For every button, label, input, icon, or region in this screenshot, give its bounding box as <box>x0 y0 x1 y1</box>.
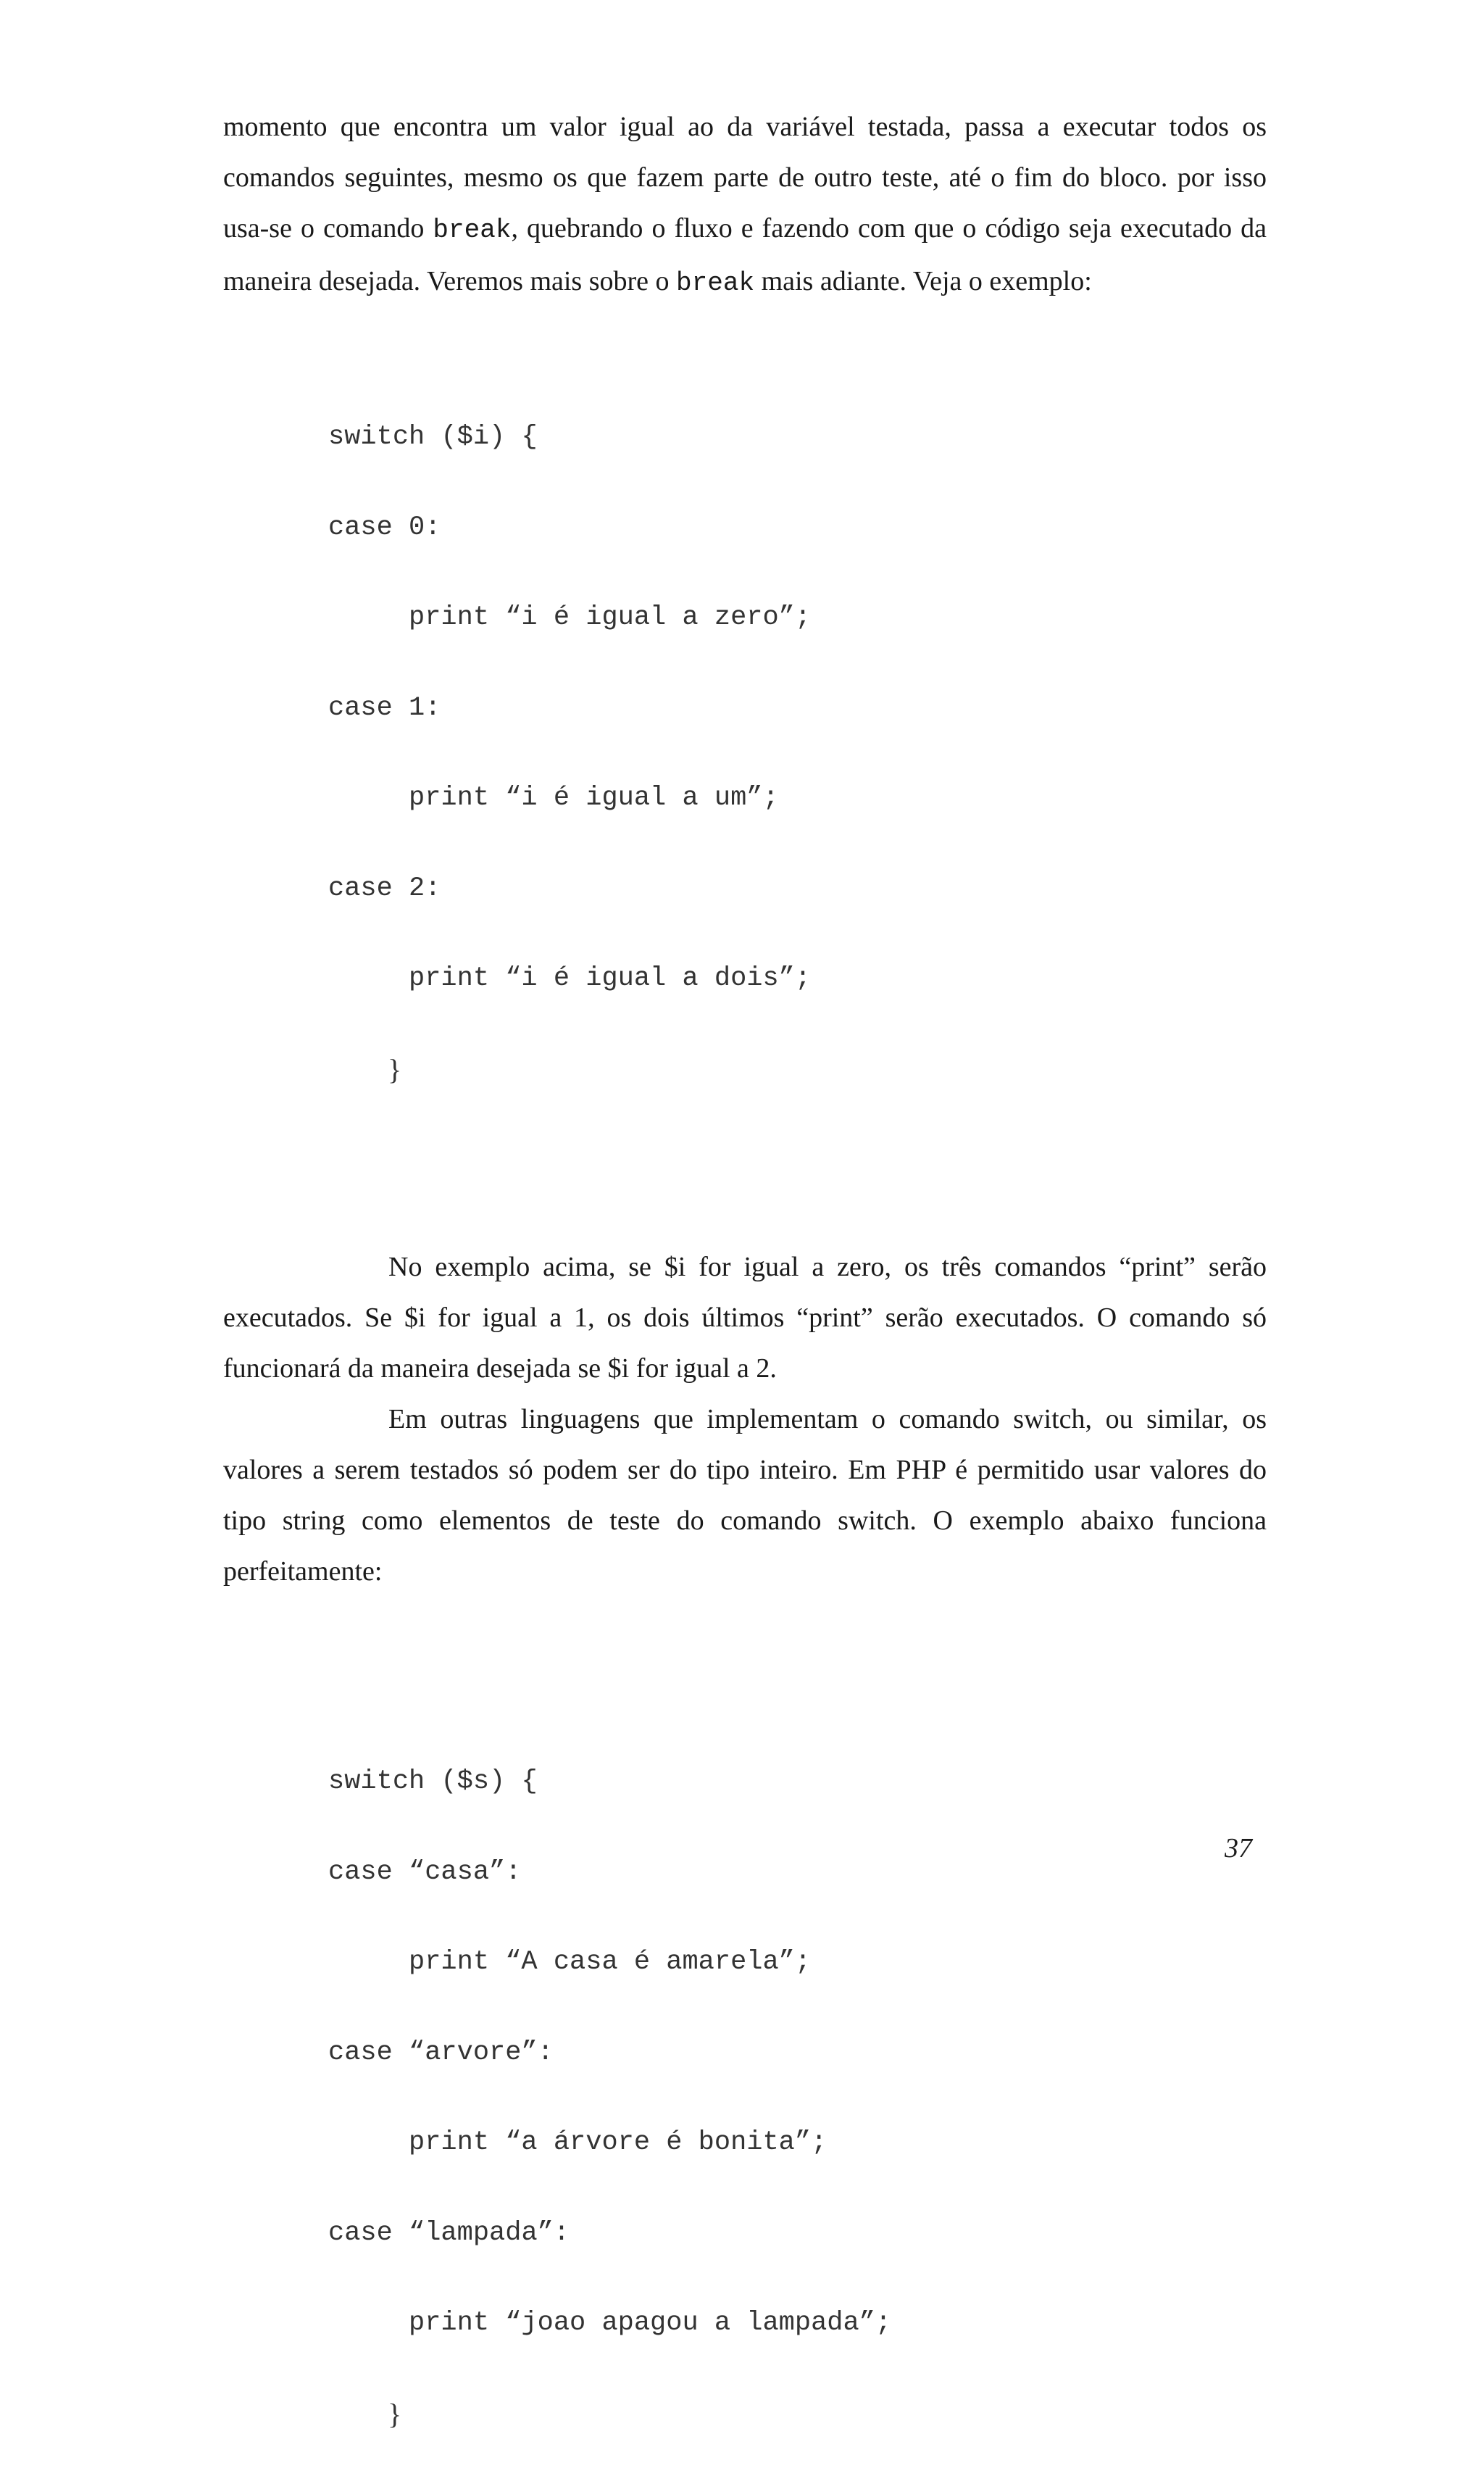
paragraph-1 <box>223 101 1267 309</box>
page-content <box>223 101 1267 2489</box>
code-line: case 0: <box>328 512 441 543</box>
inline-code-break: break <box>676 268 755 298</box>
code-line: case “arvore”: <box>328 2037 554 2068</box>
code-block-switch-string <box>223 1707 1267 2489</box>
code-line: case 2: <box>328 873 441 904</box>
code-line: print “A casa é amarela”; <box>409 1947 812 1977</box>
page-number: 37 <box>1225 1833 1252 1863</box>
paragraph-2: No exemplo acima, se $i for igual a zero, os três comandos “print” serão executados. Se $i for igual a 1, os dois últimos “print” serão executados. O comando só funcionará da maneira desejada se $i for igual a 2. <box>223 1252 1267 1384</box>
code-line: print “i é igual a um”; <box>409 783 779 813</box>
code-line: print “i é igual a dois”; <box>409 963 812 994</box>
code-line-closing-brace: } <box>388 1052 402 1086</box>
paragraph-1-text-b: , quebrando o fluxo e fazendo com que o código seja executado da maneira desejada. Veremos mais sobre o <box>223 213 1267 296</box>
code-line: print “joao apagou a lampada”; <box>409 2308 892 2338</box>
paragraph-3: Em outras linguagens que implementam o comando switch, ou similar, os valores a serem testados só podem ser do tipo inteiro. Em PHP é permitido usar valores do tipo string como elementos de teste do comando switch. O exemplo abaixo funciona perfeitamente: <box>223 1404 1267 1587</box>
code-line: print “i é igual a zero”; <box>409 602 812 633</box>
code-line-closing-brace: } <box>388 2397 402 2430</box>
code-line: switch ($s) { <box>328 1766 538 1797</box>
paragraph-1-text-a: momento que encontra um valor igual ao da variável testada, passa a executar todos os comandos seguintes, mesmo os que fazem parte de outro teste, até o fim do bloco. por isso usa-se o comando <box>223 112 1267 244</box>
paragraph-1-text-c: mais adiante. Veja o exemplo: <box>754 266 1092 296</box>
code-line: switch ($i) { <box>328 422 538 452</box>
code-line: case 1: <box>328 692 441 723</box>
code-line: case “casa”: <box>328 1856 522 1887</box>
code-line: case “lampada”: <box>328 2217 570 2248</box>
code-line: print “a árvore é bonita”; <box>409 2127 828 2158</box>
code-block-switch-integer <box>223 362 1267 1144</box>
inline-code-break: break <box>433 215 512 245</box>
